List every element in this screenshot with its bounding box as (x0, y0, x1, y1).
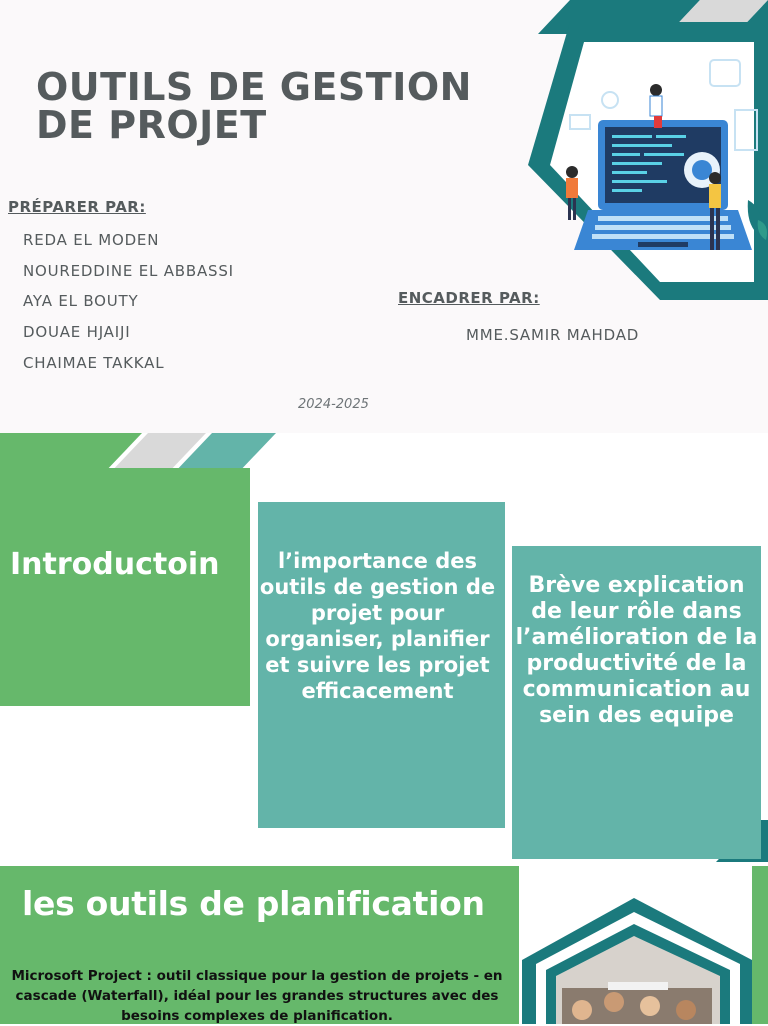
title-line-2: DE PROJET (36, 103, 267, 147)
member-name: CHAIMAE TAKKAL (23, 353, 165, 372)
planning-title: les outils de planification (22, 884, 485, 923)
member-name: REDA EL MODEN (23, 231, 160, 249)
title-line-1: OUTILS DE GESTION (36, 65, 472, 109)
prepared-by-label: PRÉPARER PAR: (8, 198, 146, 216)
academic-year: 2024-2025 (298, 397, 369, 412)
cover-section (0, 0, 768, 433)
introduction-box (0, 468, 250, 706)
role-text: Brève explication de leur rôle dans l’amélioration de la productivité de la communication au sein des equipe (515, 573, 758, 728)
member-name: DOUAE HJAIJI (23, 323, 131, 342)
member-name: NOUREDDINE EL ABBASSI (23, 261, 234, 280)
planning-description: Microsoft Project : outil classique pour la gestion de projets - en cascade (Waterfall), idéal pour les grandes structures avec des besoins complexes de planification. (11, 968, 503, 1024)
member-name: AYA EL BOUTY (23, 292, 139, 311)
laptop-illustration (510, 20, 768, 310)
supervisor-name: MME.SAMIR MAHDAD (466, 326, 640, 344)
right-green-strip (752, 866, 768, 1024)
team-photo (522, 898, 752, 1024)
page-title (36, 65, 472, 147)
members-list (23, 230, 234, 383)
importance-text: l’importance des outils de gestion de projet pour organiser, planifier et suivre les projet efficacement (259, 549, 496, 703)
supervised-by-label: ENCADRER PAR: (398, 289, 540, 307)
introduction-title: Introductoin (10, 547, 220, 582)
